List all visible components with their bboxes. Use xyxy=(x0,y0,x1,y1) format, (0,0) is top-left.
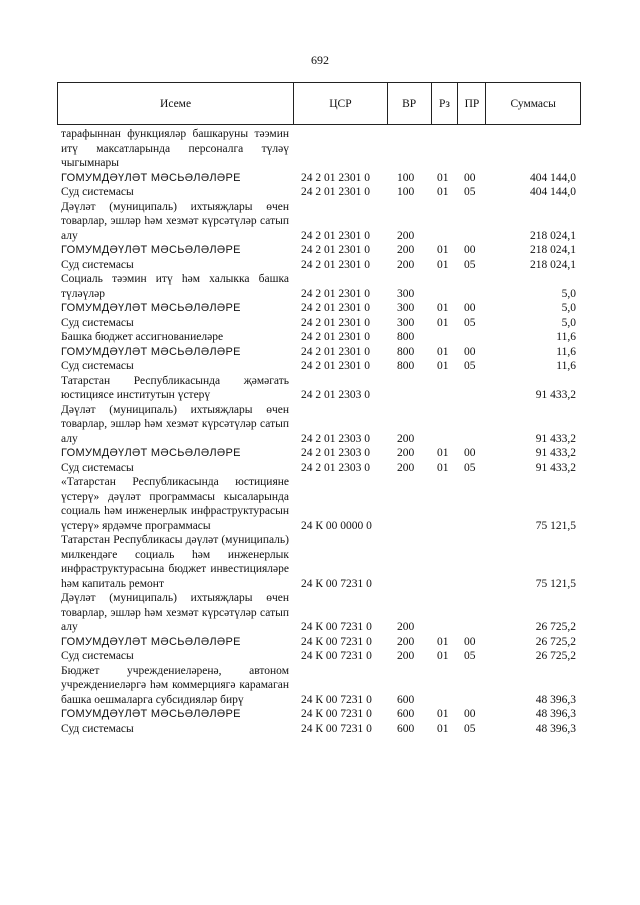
row-sum: 48 396,3 xyxy=(535,708,576,720)
row-pr: 00 xyxy=(464,447,476,459)
row-sum: 91 433,2 xyxy=(535,389,576,401)
row-vr: 300 xyxy=(397,316,415,329)
table-row xyxy=(57,649,581,664)
row-sum: 48 396,3 xyxy=(535,693,576,706)
row-pr: 00 xyxy=(464,345,476,358)
row-rz: 01 xyxy=(437,316,449,329)
row-pr: 05 xyxy=(464,360,476,372)
row-vr xyxy=(387,127,431,171)
row-csr: 24 К 00 7231 0 xyxy=(301,621,372,633)
row-sum: 11,6 xyxy=(556,360,576,372)
row-name: Суд системасы xyxy=(61,461,134,474)
row-rz xyxy=(431,272,458,301)
row-rz xyxy=(431,127,458,171)
row-rz: 01 xyxy=(437,258,449,271)
row-csr: 24 К 00 7231 0 xyxy=(301,650,372,662)
row-pr: 05 xyxy=(464,258,476,271)
row-csr: 24 К 00 0000 0 xyxy=(301,519,372,532)
table-body xyxy=(57,127,581,736)
row-vr: 200 xyxy=(397,621,415,633)
row-csr: 24 К 00 7231 0 xyxy=(301,693,372,706)
row-name: «Татарстан Республикасында юстицияне үстерү» дәүләт программасы кысаларында социаль һәм инженерлык инфраструктурасын үстерү» ярдәмче программасы xyxy=(61,476,289,532)
row-csr: 24 2 01 2303 0 xyxy=(301,389,370,401)
row-name: Башка бюджет ассигнованиеләре xyxy=(61,331,224,343)
table-row xyxy=(57,200,581,244)
row-sum: 26 725,2 xyxy=(535,635,576,648)
row-name: Бюджет учреждениеләренә, автоном учреждениеләргә һәм коммерциягә карамаган башка оешмаларга субсидияләр бирү xyxy=(61,664,289,706)
row-pr xyxy=(458,403,486,447)
row-vr: 200 xyxy=(397,432,415,445)
row-csr xyxy=(293,127,387,171)
row-rz xyxy=(431,200,458,244)
row-name: Дәүләт (муниципаль) ихтыяҗлары өчен товарлар, эшләр һәм хезмәт күрсәтүләр сатып алу xyxy=(61,403,289,445)
table-row xyxy=(57,301,581,316)
row-vr: 600 xyxy=(397,708,415,720)
row-vr xyxy=(387,533,431,591)
row-rz: 01 xyxy=(437,360,449,372)
header-rz: Рз xyxy=(431,83,458,124)
row-sum xyxy=(486,127,581,171)
header-name: Исеме xyxy=(160,97,192,110)
row-name: Татарстан Республикасы дәүләт (муниципаль) милкендәге социаль һәм инженерлык инфраструктурасына бюджет инвестицияләре һәм капиталь ремонт xyxy=(61,534,289,590)
table-row xyxy=(57,664,581,708)
row-name: тарафыннан функцияләр башкаруны тәэмин итү максатларында персоналга түләү чыгымнары xyxy=(61,128,289,169)
row-name: ГОМУМДӘҮЛӘТ МӘСЬӘЛӘЛӘРЕ xyxy=(61,302,241,314)
row-pr: 05 xyxy=(464,722,476,735)
row-rz: 01 xyxy=(437,302,449,314)
table-row xyxy=(57,171,581,186)
row-name: Дәүләт (муниципаль) ихтыяҗлары өчен товарлар, эшләр һәм хезмәт күрсәтүләр сатып алу xyxy=(61,200,289,242)
row-rz: 01 xyxy=(437,447,449,459)
row-vr xyxy=(387,374,431,403)
row-pr xyxy=(458,475,486,533)
row-sum: 26 725,2 xyxy=(535,650,576,662)
row-sum: 75 121,5 xyxy=(535,577,576,590)
row-csr: 24 2 01 2301 0 xyxy=(301,302,370,314)
header-sum: Суммасы xyxy=(485,83,580,124)
row-vr xyxy=(387,475,431,533)
row-sum: 11,6 xyxy=(556,331,576,343)
table-row xyxy=(57,461,581,476)
row-sum: 5,0 xyxy=(561,316,576,329)
row-rz: 01 xyxy=(437,650,449,662)
table-row xyxy=(57,330,581,345)
row-sum: 91 433,2 xyxy=(535,447,576,459)
row-sum: 91 433,2 xyxy=(535,461,576,474)
row-csr: 24 2 01 2301 0 xyxy=(301,345,370,358)
row-sum: 75 121,5 xyxy=(535,519,576,532)
row-sum: 26 725,2 xyxy=(535,621,576,633)
row-csr: 24 К 00 7231 0 xyxy=(301,722,372,735)
table-row xyxy=(57,374,581,403)
row-vr: 600 xyxy=(397,693,415,706)
row-rz xyxy=(431,664,458,708)
header-csr: ЦСР xyxy=(293,83,387,124)
row-pr xyxy=(458,664,486,708)
row-name: Суд системасы xyxy=(61,722,134,735)
row-csr: 24 2 01 2303 0 xyxy=(301,447,370,459)
row-sum: 404 144,0 xyxy=(530,186,576,198)
row-rz: 01 xyxy=(437,461,449,474)
row-name: Дәүләт (муниципаль) ихтыяҗлары өчен товарлар, эшләр һәм хезмәт күрсәтүләр сатып алу xyxy=(61,592,289,633)
table-row xyxy=(57,127,581,171)
row-pr xyxy=(458,374,486,403)
row-sum: 91 433,2 xyxy=(535,432,576,445)
row-sum: 218 024,1 xyxy=(530,244,576,256)
row-rz xyxy=(431,374,458,403)
row-vr: 200 xyxy=(397,635,415,648)
row-name: Суд системасы xyxy=(61,186,134,198)
row-sum: 404 144,0 xyxy=(530,171,576,184)
table-row xyxy=(57,258,581,273)
table-row xyxy=(57,272,581,301)
row-pr: 00 xyxy=(464,244,476,256)
row-pr: 00 xyxy=(464,171,476,184)
row-csr: 24 2 01 2303 0 xyxy=(301,461,370,474)
row-vr: 800 xyxy=(397,360,415,372)
row-rz xyxy=(431,475,458,533)
table-row xyxy=(57,475,581,533)
row-vr: 800 xyxy=(397,345,415,358)
row-csr: 24 К 00 7231 0 xyxy=(301,635,372,648)
row-vr: 200 xyxy=(397,244,415,256)
table-row xyxy=(57,185,581,200)
row-name: Суд системасы xyxy=(61,360,134,372)
row-sum: 48 396,3 xyxy=(535,722,576,735)
row-name: Татарстан Республикасында җәмәгать юстициясе институтын үстерү xyxy=(61,374,289,401)
row-name: ГОМУМДӘҮЛӘТ МӘСЬӘЛӘЛӘРЕ xyxy=(61,171,241,184)
row-rz xyxy=(431,591,458,635)
row-sum: 218 024,1 xyxy=(530,258,576,271)
row-csr: 24 К 00 7231 0 xyxy=(301,577,372,590)
row-pr: 00 xyxy=(464,708,476,720)
table-row xyxy=(57,243,581,258)
header-pr: ПР xyxy=(457,83,485,124)
row-pr: 05 xyxy=(464,650,476,662)
table-row xyxy=(57,635,581,650)
row-vr: 800 xyxy=(397,331,415,343)
row-vr: 100 xyxy=(397,171,415,184)
row-vr: 300 xyxy=(397,302,415,314)
row-pr: 00 xyxy=(464,302,476,314)
row-vr: 600 xyxy=(397,722,415,735)
row-csr: 24 2 01 2301 0 xyxy=(301,186,370,198)
row-name: Суд системасы xyxy=(61,316,134,329)
table-header xyxy=(57,82,581,125)
row-rz: 01 xyxy=(437,171,449,184)
row-rz: 01 xyxy=(437,722,449,735)
row-pr: 05 xyxy=(464,186,476,198)
table-row xyxy=(57,707,581,722)
row-vr: 100 xyxy=(397,186,415,198)
table-row xyxy=(57,446,581,461)
row-pr: 00 xyxy=(464,635,476,648)
row-rz: 01 xyxy=(437,345,449,358)
row-vr: 200 xyxy=(397,229,415,242)
row-name: Суд системасы xyxy=(61,258,134,271)
header-vr: ВР xyxy=(387,83,431,124)
row-csr: 24 2 01 2301 0 xyxy=(301,229,370,242)
row-sum: 5,0 xyxy=(561,287,576,300)
row-name: ГОМУМДӘҮЛӘТ МӘСЬӘЛӘЛӘРЕ xyxy=(61,708,241,720)
row-pr: 05 xyxy=(464,316,476,329)
row-name: ГОМУМДӘҮЛӘТ МӘСЬӘЛӘЛӘРЕ xyxy=(61,345,241,358)
row-vr: 200 xyxy=(397,461,415,474)
row-pr xyxy=(458,591,486,635)
row-pr xyxy=(458,533,486,591)
row-vr: 200 xyxy=(397,447,415,459)
row-name: ГОМУМДӘҮЛӘТ МӘСЬӘЛӘЛӘРЕ xyxy=(61,244,241,256)
row-vr: 200 xyxy=(397,650,415,662)
row-rz xyxy=(431,403,458,447)
row-sum: 11,6 xyxy=(556,345,576,358)
row-pr xyxy=(458,200,486,244)
table-row xyxy=(57,403,581,447)
table-row xyxy=(57,316,581,331)
row-csr: 24 К 00 7231 0 xyxy=(301,708,372,720)
row-name: Суд системасы xyxy=(61,650,134,662)
row-csr: 24 2 01 2301 0 xyxy=(301,244,370,256)
row-rz: 01 xyxy=(437,186,449,198)
page-number: 692 xyxy=(311,53,329,67)
row-csr: 24 2 01 2301 0 xyxy=(301,360,370,372)
row-csr: 24 2 01 2301 0 xyxy=(301,171,370,184)
table-row xyxy=(57,359,581,374)
row-rz: 01 xyxy=(437,708,449,720)
row-csr: 24 2 01 2303 0 xyxy=(301,432,370,445)
row-name: Социаль тәэмин итү һәм халыкка башка түләүләр xyxy=(61,273,289,300)
row-csr: 24 2 01 2301 0 xyxy=(301,316,370,329)
row-pr xyxy=(458,330,486,345)
row-csr: 24 2 01 2301 0 xyxy=(301,331,370,343)
table-row xyxy=(57,345,581,360)
row-sum: 5,0 xyxy=(561,302,576,314)
row-rz: 01 xyxy=(437,244,449,256)
row-vr: 200 xyxy=(397,258,415,271)
row-pr xyxy=(458,272,486,301)
row-rz xyxy=(431,330,458,345)
row-csr: 24 2 01 2301 0 xyxy=(301,258,370,271)
row-pr xyxy=(458,127,486,171)
row-pr: 05 xyxy=(464,461,476,474)
row-sum: 218 024,1 xyxy=(530,229,576,242)
row-vr: 300 xyxy=(397,287,415,300)
row-rz: 01 xyxy=(437,635,449,648)
table-row xyxy=(57,722,581,737)
row-name: ГОМУМДӘҮЛӘТ МӘСЬӘЛӘЛӘРЕ xyxy=(61,635,241,648)
row-csr: 24 2 01 2301 0 xyxy=(301,287,370,300)
table-row xyxy=(57,533,581,591)
row-rz xyxy=(431,533,458,591)
row-name: ГОМУМДӘҮЛӘТ МӘСЬӘЛӘЛӘРЕ xyxy=(61,447,241,459)
table-row xyxy=(57,591,581,635)
